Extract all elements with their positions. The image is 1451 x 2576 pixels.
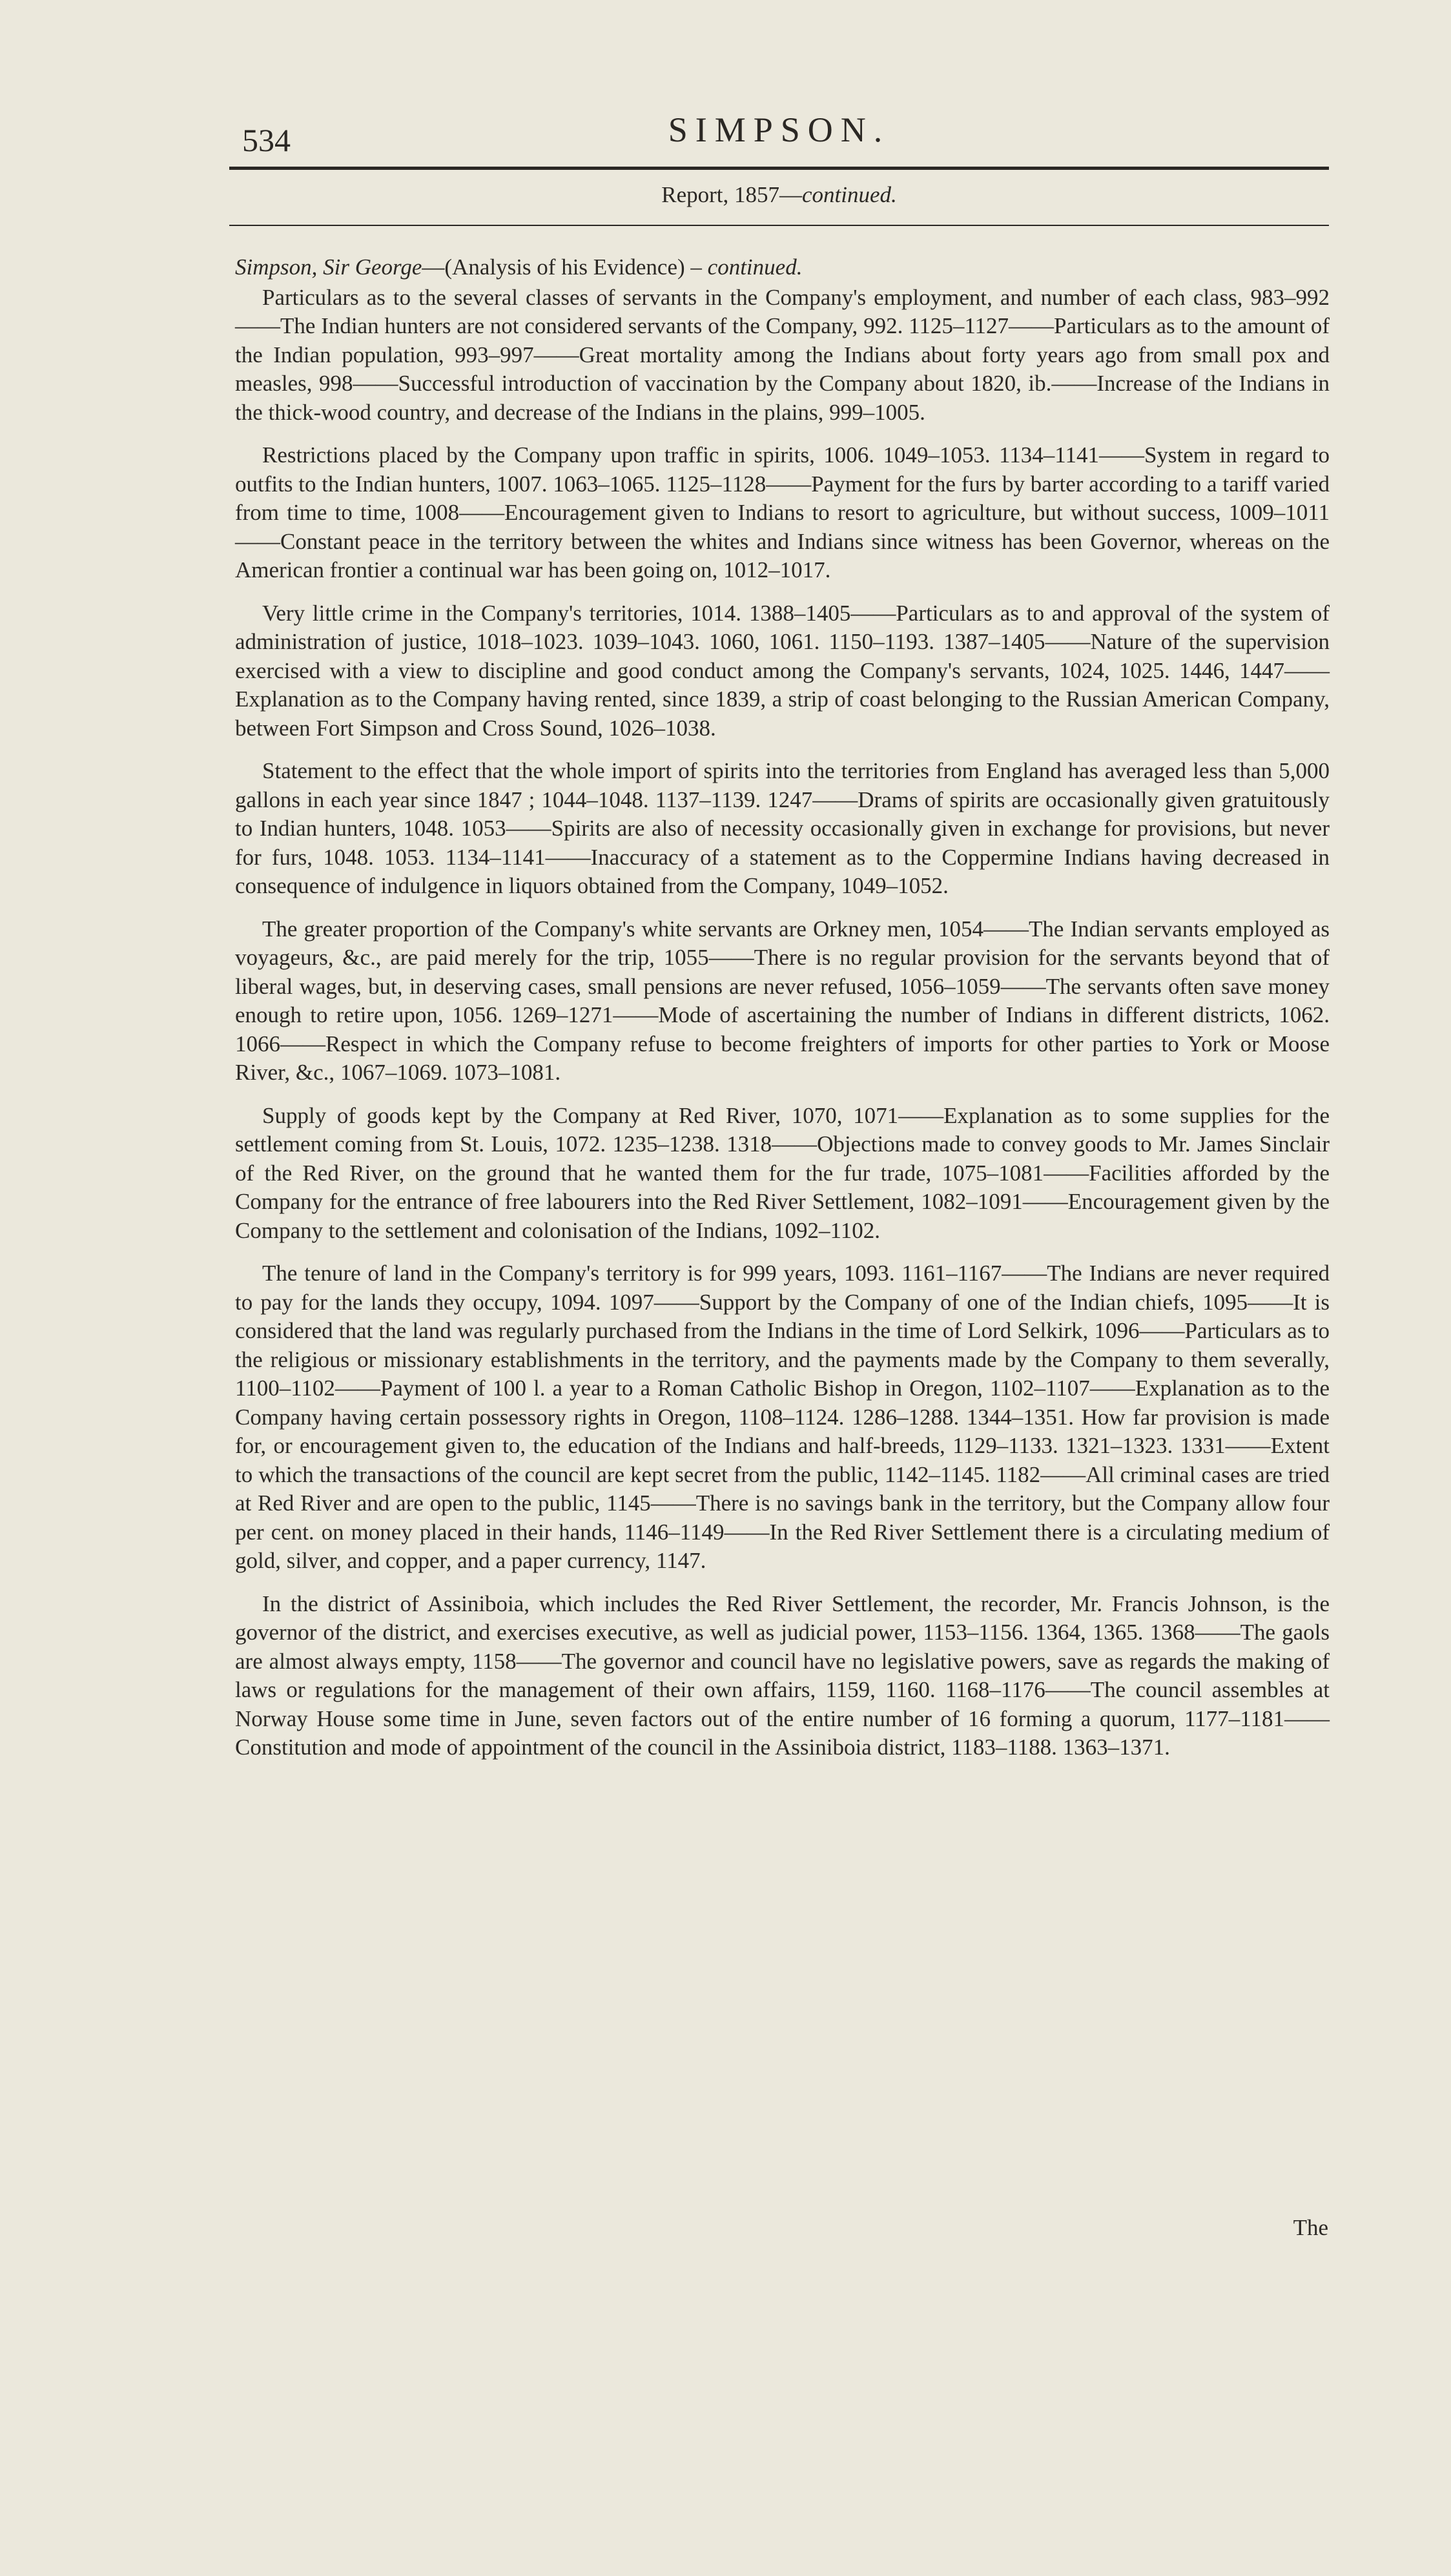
analysis-body xyxy=(235,253,1330,1777)
subtitle-rule xyxy=(229,225,1329,226)
entry-heading xyxy=(235,253,1330,282)
paragraph: Restrictions placed by the Company upon traffic in spirits, 1006. 1049–1053. 1134–1141——System in regard to outfits to the Indian hunters, 1007. 1063–1065. 1125–1128——Payment for the furs by barter according to a tariff varied from time to time, 1008——Encouragement given to Indians to resort to agriculture, but without success, 1009–1011——Constant peace in the territory between the whites and Indians since witness has been Governor, whereas on the American frontier a continual war has been going on, 1012–1017. xyxy=(235,442,1330,582)
paragraph: The greater proportion of the Company's white servants are Orkney men, 1054——The Indian servants employed as voyageurs, &c., are paid merely for the trip, 1055——There is no regular provision for the servants beyond that of liberal wages, but, in deserving cases, small pensions are never refused, 1056–1059——The servants often save money enough to retire upon, 1056. 1269–1271——Mode of ascertaining the number of Indians in different districts, 1062. 1066——Respect in which the Company refuse to become freighters of imports for other parties to York or Moose River, &c., 1067–1069. 1073–1081. xyxy=(235,916,1330,1085)
paragraph: In the district of Assiniboia, which includes the Red River Settlement, the recorder, Mr. Francis Johnson, is the governor of the district, and exercises executive, as well as judicial power, 1153–1156. 1364, 1365. 1368——The gaols are almost always empty, 1158——The governor and council have no legislative powers, save as regards the making of laws or regulations for the management of their own affairs, 1159, 1160. 1168–1176——The council assembles at Norway House some time in June, seven factors out of the entire number of 16 forming a quorum, 1177–1181——Constitution and mode of appointment of the council in the Assiniboia district, 1183–1188. 1363–1371. xyxy=(235,1591,1330,1760)
paragraph: Statement to the effect that the whole import of spirits into the territories from England has averaged less than 5,000 gallons in each year since 1847 ; 1044–1048. 1137–1139. 1247——Drams of spirits are occasionally given gratuitously to Indian hunters, 1048. 1053——Spirits are also of necessity occasionally given in exchange for provisions, but never for furs, 1048. 1053. 1134–1141——Inaccuracy of a statement as to the Coppermine Indians having decreased in consequence of indulgence in liquors obtained from the Company, 1049–1052. xyxy=(235,758,1330,898)
entry-continued: continued. xyxy=(707,254,803,280)
report-subtitle-continued: continued. xyxy=(801,182,897,207)
paragraph: Particulars as to the several classes of servants in the Company's employment, and number of each class, 983–992——The Indian hunters are not considered servants of the Company, 992. 1125–1127——Particulars as to the amount of the Indian population, 993–997——Great mortality among the Indians about forty years ago from small pox and measles, 998——Successful introduction of vaccination by the Company about 1820, ib.——Increase of the Indians in the thick-wood country, and decrease of the Indians in the plains, 999–1005. xyxy=(235,284,1330,425)
header-rule xyxy=(229,167,1329,170)
entry-name: Simpson, Sir George xyxy=(235,254,422,280)
entry-qualifier: —(Analysis of his Evidence) – xyxy=(422,254,708,280)
page-number: 534 xyxy=(242,122,291,158)
report-subtitle xyxy=(229,182,1329,208)
paragraph: The tenure of land in the Company's territory is for 999 years, 1093. 1161–1167——The Indians are never required to pay for the lands they occupy, 1094. 1097——Support by the Company of one of the Indian chiefs, 1095——It is considered that the land was regularly purchased from the Indians in the time of Lord Selkirk, 1096——Particulars as to the religious or missionary establishments in the territory, and the payments made by the Company to them severally, 1100–1102——Payment of 100 l. a year to a Roman Catholic Bishop in Oregon, 1102–1107——Explanation as to the Company having certain possessory rights in Oregon, 1108–1124. 1286–1288. 1344–1351. How far provision is made for, or encouragement given to, the education of the Indians and half-breeds, 1129–1133. 1321–1323. 1331——Extent to which the transactions of the council are kept secret from the public, 1142–1145. 1182——All criminal cases are tried at Red River and are open to the public, 1145——There is no savings bank in the territory, but the Company allow four per cent. on money placed in their hands, 1146–1149——In the Red River Settlement there is a circulating medium of gold, silver, and copper, and a paper currency, 1147. xyxy=(235,1261,1330,1573)
paragraph: Supply of goods kept by the Company at Red River, 1070, 1071——Explanation as to some supplies for the settlement coming from St. Louis, 1072. 1235–1238. 1318——Objections made to convey goods to Mr. James Sinclair of the Red River, on the ground that he wanted them for the fur trade, 1075–1081——Facilities afforded by the Company for the entrance of free labourers into the Red River Settlement, 1082–1091——Encouragement given by the Company to the settlement and colonisation of the Indians, 1092–1102. xyxy=(235,1102,1330,1243)
paragraph: Very little crime in the Company's territories, 1014. 1388–1405——Particulars as to and approval of the system of administration of justice, 1018–1023. 1039–1043. 1060, 1061. 1150–1193. 1387–1405——Nature of the supervision exercised with a view to discipline and good conduct among the Company's servants, 1024, 1025. 1446, 1447——Explanation as to the Company having rented, since 1839, a strip of coast belonging to the Russian American Company, between Fort Simpson and Cross Sound, 1026–1038. xyxy=(235,600,1330,741)
running-title: SIMPSON. xyxy=(668,110,890,149)
catchword: The xyxy=(1293,2215,1328,2240)
report-subtitle-lead: Report, 1857— xyxy=(661,182,802,207)
running-header xyxy=(229,103,1329,168)
